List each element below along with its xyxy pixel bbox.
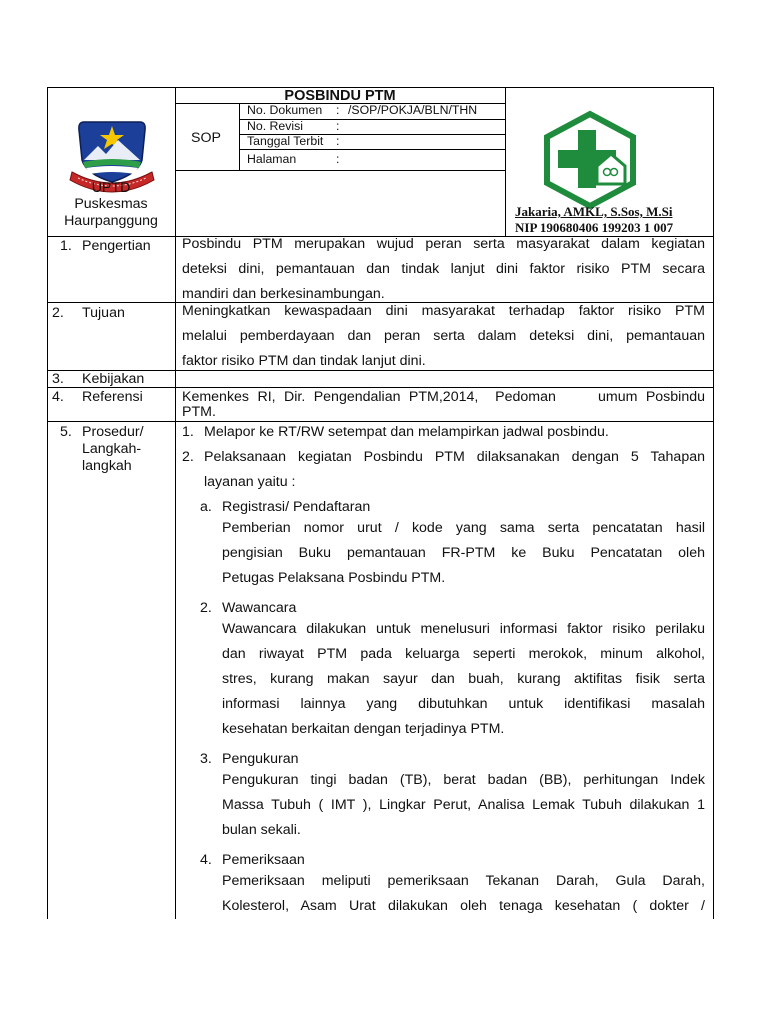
section-label-kebijakan: Kebijakan (82, 371, 145, 387)
row-divider-3 (47, 387, 714, 388)
section-label-langkah-2: langkah (82, 458, 132, 474)
field-colon-halaman: : (336, 152, 340, 166)
sub-a-title: Registrasi/ Pendaftaran (222, 499, 371, 515)
sub-4-num: 4. (200, 852, 212, 868)
referensi-line-2: PTM. (182, 404, 216, 420)
section-label-pengertian: Pengertian (82, 238, 151, 254)
document-title: POSBINDU PTM (284, 88, 396, 104)
field-divider-3 (239, 149, 505, 150)
table-border-right (713, 87, 714, 919)
sub-2-title: Wawancara (222, 600, 297, 616)
puskesmas-logo-icon (541, 110, 639, 210)
sub-a-paragraph: Pemberian nomor urut / kode yang sama serta pencatatan hasil pengisian Buku pemantauan FR-PTM ke Buku Pencatatan oleh Petugas Pelaksana Posbindu PTM. (222, 520, 705, 586)
section-label-referensi: Referensi (82, 389, 143, 405)
section-num-tujuan: 2. (52, 305, 64, 321)
row-divider-4 (47, 421, 714, 422)
sub-3-num: 3. (200, 751, 212, 767)
section-num-pengertian: 1. (60, 238, 72, 254)
field-label-revisi: No. Revisi (247, 119, 304, 133)
sub-4-title: Pemeriksaan (222, 852, 305, 868)
field-value-dokumen: /SOP/POKJA/BLN/THN (348, 103, 478, 117)
org-unit-label: UPTD (91, 180, 131, 196)
sop-label: SOP (191, 130, 221, 146)
step-2-num: 2. (182, 449, 194, 465)
section-label-tujuan: Tujuan (82, 305, 125, 321)
section-num-prosedur: 5. (60, 424, 72, 440)
sub-3-title: Pengukuran (222, 751, 299, 767)
header-inner-bottom (175, 170, 505, 171)
field-colon-dokumen: : (336, 103, 340, 117)
signer-nip: NIP 190680406 199203 1 007 (515, 220, 674, 235)
column-divider (175, 87, 176, 919)
field-colon-tanggal: : (336, 134, 340, 148)
sub-2-paragraph: Wawancara dilakukan untuk menelusuri informasi faktor risiko perilaku dan riwayat PTM pada keluarga seperti merokok, minum alkohol, stres, kurang makan sayur dan buah, kurang aktifitas fisik serta informasi lainnya yang dibutuhkan untuk identifikasi masalah kesehatan berkaitan dengan terjadinya PTM. (222, 621, 705, 737)
section-label-langkah: Langkah- (82, 441, 142, 457)
tujuan-paragraph: Meningkatkan kewaspadaan dini masyarakat terhadap faktor risiko PTM melalui pemberdayaan dan peran serta dalam deteksi dini, pemantauan faktor risiko PTM dan tindak lanjut dini. (182, 303, 705, 369)
sub-a-num: a. (200, 499, 212, 515)
field-label-dokumen: No. Dokumen (247, 103, 323, 117)
pengertian-paragraph: Posbindu PTM merupakan wujud peran serta masyarakat dalam kegiatan deteksi dini, pemantauan dan tindak lanjut dini faktor risiko PTM secara mandiri dan berkesinambungan. (182, 236, 705, 302)
sub-4-paragraph: Pemeriksaan meliputi pemeriksaan Tekanan Darah, Gula Darah, Kolesterol, Asam Urat dilakukan oleh tenaga kesehatan ( dokter / (222, 873, 705, 914)
sop-divider (239, 103, 240, 170)
logo-cell-divider (505, 87, 506, 236)
step-2-line-2: layanan yaitu : (204, 474, 296, 490)
section-label-prosedur: Prosedur/ (82, 424, 144, 440)
referensi-line-1: Kemenkes RI, Dir. Pengendalian PTM,2014, Pedoman umum Posbindu (182, 389, 705, 405)
field-label-halaman: Halaman (247, 152, 297, 166)
step-1-num: 1. (182, 424, 194, 440)
signer-name: Jakaria, AMKL, S.Sos, M.Si (515, 204, 673, 219)
org-name-label: Haurpanggung (64, 213, 158, 229)
step-1-text: Melapor ke RT/RW setempat dan melampirkan jadwal posbindu. (204, 424, 609, 440)
sub-2-num: 2. (200, 600, 212, 616)
section-num-referensi: 4. (52, 389, 64, 405)
field-label-tanggal: Tanggal Terbit (247, 134, 324, 148)
sub-3-paragraph: Pengukuran tingi badan (TB), berat badan (BB), perhitungan Indek Massa Tubuh ( IMT ), Lingkar Perut, Analisa Lemak Tubuh dilakukan 1 bulan sekali. (222, 772, 705, 838)
field-colon-revisi: : (336, 119, 340, 133)
step-2-line-1: Pelaksanaan kegiatan Posbindu PTM dilaksanakan dengan 5 Tahapan (204, 449, 705, 465)
section-num-kebijakan: 3. (52, 371, 64, 387)
org-type-label: Puskesmas (74, 196, 148, 212)
